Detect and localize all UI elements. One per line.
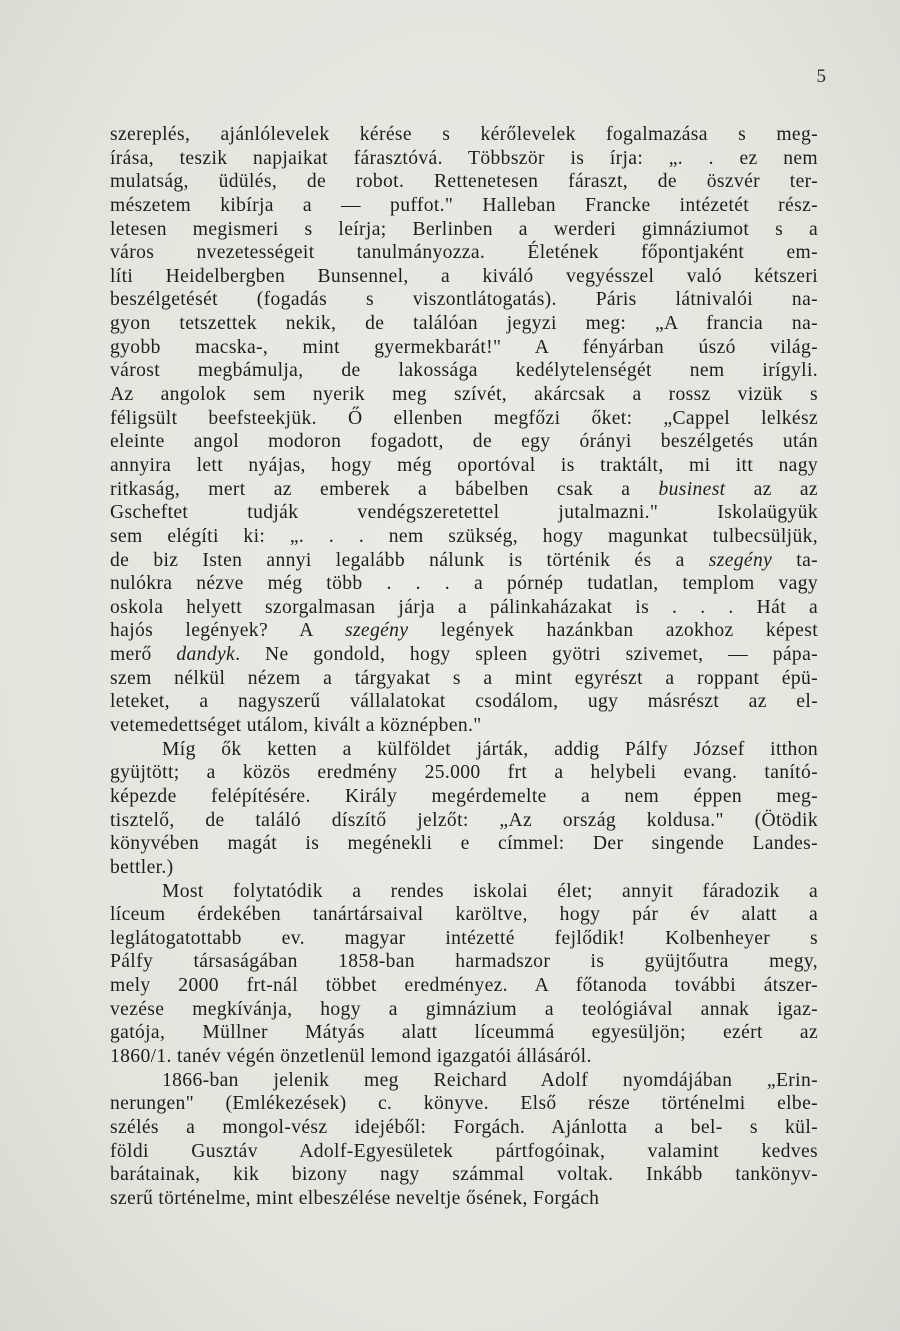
text-line: Gscheftet tudják vendégszeretettel jutalmazni." Iskolaügyük [110, 502, 818, 524]
text-line: líti Heidelbergben Bunsennel, a kiváló vegyésszel való kétszeri [110, 265, 818, 287]
text-line: 1866-ban jelenik meg Reichard Adolf nyomdájában „Erin- [162, 1069, 818, 1091]
text-line: vetemedettséget utálom, kivált a köznépben." [110, 715, 482, 737]
text-line: gyon tetszettek nekik, de találóan jegyzi meg: „A francia na- [110, 313, 818, 335]
text-line: képezde felépítésére. Király megérdemelte a nem éppen meg- [110, 785, 818, 807]
text-line: leglátogatottabb ev. magyar intézetté fejlődik! Kolbenheyer s [110, 927, 818, 949]
text-line: könyvében magát is megénekli e címmel: Der singende Landes- [110, 833, 818, 855]
text-line: hajós legények? A szegény legények hazánkban azokhoz képest [110, 620, 818, 642]
paragraph [110, 123, 818, 738]
text-line: annyira lett nyájas, hogy még oportóval is traktált, mi itt nagy [110, 454, 818, 476]
text-line: gyüjtött; a közös eredmény 25.000 frt a helybeli evang. tanító- [110, 762, 818, 784]
text-line: nerungen" (Emlékezések) c. könyve. Első része történelmi elbe- [110, 1093, 818, 1115]
text-line: szem nélkül nézem a tárgyakat s a mint egyrészt a roppant épü- [110, 667, 818, 689]
text-line: bettler.) [110, 856, 174, 878]
text-line: város nvezetességeit tanulmányozza. Életének főpontjaként em- [110, 242, 818, 264]
body-text [110, 123, 818, 1210]
text-line: Az angolok sem nyerik meg szívét, akárcsak a rossz vizük s [110, 384, 818, 406]
text-line: mulatság, üdülés, de robot. Rettenetesen fáraszt, de öszvér ter- [110, 171, 818, 193]
text-line: Míg ők ketten a külföldet járták, addig Pálfy József itthon [162, 738, 818, 760]
text-line: nulókra nézve még több . . . a pórnép tudatlan, templom vagy [110, 573, 818, 595]
text-line: szélés a mongol-vész idejéből: Forgách. Ajánlotta a bel- s kül- [110, 1116, 818, 1138]
text-line: beszélgetését (fogadás s viszontlátogatás). Páris látnivalói na- [110, 289, 818, 311]
text-line: mészetem kibírja a — puffot." Halleban Francke intézetét rész- [110, 194, 818, 216]
text-line: Most folytatódik a rendes iskolai élet; annyit fáradozik a [162, 880, 818, 902]
paragraph [110, 1069, 818, 1211]
text-line: oskola helyett szorgalmasan járja a pálinkaházakat is . . . Hát a [110, 596, 818, 618]
page-number: 5 [816, 66, 826, 87]
text-line: barátainak, kik bizony nagy számmal voltak. Inkább tankönyv- [110, 1164, 818, 1186]
text-line: gatója, Müllner Mátyás alatt líceummá egyesüljön; ezért az [110, 1022, 818, 1044]
text-line: mely 2000 frt-nál többet eredményez. A főtanoda további átszer- [110, 975, 818, 997]
text-line: eleinte angol modoron fogadott, de egy órányi beszélgetés után [110, 431, 818, 453]
text-line: várost megbámulja, de lakossága kedélytelenségét nem irígyli. [110, 360, 818, 382]
text-line: féligsült beefsteekjük. Ő ellenben megfőzi őket: „Cappel lelkész [110, 407, 818, 429]
text-line: letesen megismeri s leírja; Berlinben a werderi gimnáziumot s a [110, 218, 818, 240]
text-line: gyobb macska-, mint gyermekbarát!" A fényárban úszó világ- [110, 336, 818, 358]
text-line: szereplés, ajánlólevelek kérése s kérőlevelek fogalmazása s meg- [110, 124, 818, 145]
text-line: földi Gusztáv Adolf-Egyesületek pártfogóinak, valamint kedves [110, 1140, 818, 1162]
text-line: 1860/1. tanév végén önzetlenül lemond igazgatói állásáról. [110, 1045, 592, 1067]
text-line: írása, teszik napjaikat fárasztóvá. Többször is írja: „. . ez nem [110, 147, 818, 169]
text-line: ritkaság, mert az emberek a bábelben csak a businest az az [110, 478, 818, 500]
text-line: merő dandyk. Ne gondold, hogy spleen gyötri szivemet, — pápa- [110, 644, 818, 666]
text-line: Pálfy társaságában 1858-ban harmadszor is gyüjtőutra megy, [110, 951, 818, 973]
text-line: tisztelő, de találó díszítő jelzőt: „Az ország koldusa." (Ötödik [110, 809, 818, 831]
text-line: szerű történelme, mint elbeszélése neveltje ősének, Forgách [110, 1187, 600, 1209]
text-line: sem elégíti ki: „. . . nem szükség, hogy magunkat tulbecsüljük, [110, 525, 818, 547]
text-line: leteket, a nagyszerű vállalatokat csodálom, ugy másrészt az el- [110, 691, 818, 713]
text-line: líceum érdekében tanártársaival karöltve, hogy pár év alatt a [110, 904, 818, 926]
paragraph [110, 880, 818, 1069]
paragraph [110, 738, 818, 880]
text-line: vezése megkívánja, hogy a gimnázium a teológiával annak igaz- [110, 998, 818, 1020]
text-line: de biz Isten annyi legalább nálunk is történik és a szegény ta- [110, 549, 818, 571]
